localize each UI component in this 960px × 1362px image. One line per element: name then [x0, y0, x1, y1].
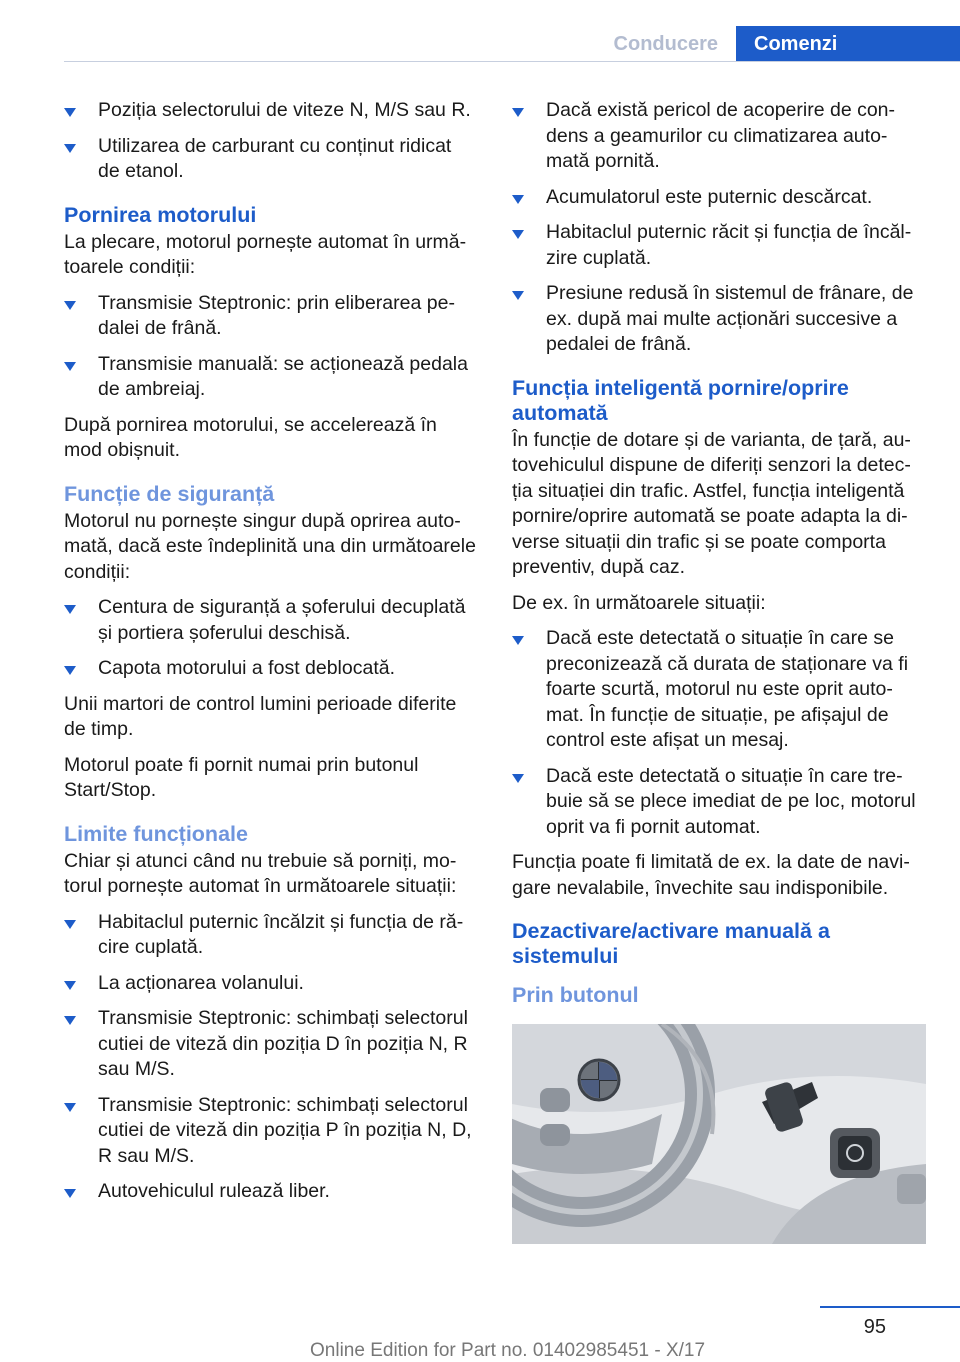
list-item: Dacă există pericol de acoperire de condens a geamurilor cu climatizarea automată pornită. — [512, 98, 924, 175]
list-item: Dacă este detectată o situație în care trebuie să se plece imediat de pe loc, motorul oprit va fi pornit automat. — [512, 764, 924, 841]
limite-list — [64, 910, 476, 1205]
paragraph: La plecare, motorul pornește automat în următoarele condiții: — [64, 230, 467, 278]
inteligenta-list — [512, 626, 924, 840]
list-item: Transmisie Steptronic: schimbați selectorul cutiei de viteză din poziția D în poziția N, R sau M/S. — [64, 1006, 476, 1083]
section-heading-inteligenta: Funcția inteligentă pornire/oprire automată — [512, 375, 849, 425]
bullet-triangle-icon — [64, 1189, 76, 1198]
paragraph: Funcția poate fi limitată de ex. la date de navigare nevalabile, învechite sau indisponibile. — [512, 851, 910, 899]
left-column — [64, 98, 476, 1215]
bullet-triangle-icon — [64, 981, 76, 990]
pornire-list — [64, 291, 476, 403]
bullet-triangle-icon — [64, 666, 76, 675]
header-active-tab: Comenzi — [736, 26, 960, 62]
header-section-tab: Conducere — [613, 33, 718, 55]
list-item: Acumulatorul este puternic descărcat. — [512, 185, 924, 211]
bullet-triangle-icon — [64, 108, 76, 117]
bullet-triangle-icon — [64, 1016, 76, 1025]
list-item: Presiune redusă în sistemul de frânare, de ex. după mai multe acționări succesive a pedalei de frână. — [512, 281, 924, 358]
list-item: La acționarea volanului. — [64, 971, 476, 997]
section-heading-siguranta: Funcție de siguranță — [64, 481, 275, 506]
right-column — [512, 98, 924, 1244]
list-item: Habitaclul puternic răcit și funcția de încălzire cuplată. — [512, 220, 924, 271]
bullet-triangle-icon — [512, 636, 524, 645]
footer-divider — [820, 1306, 960, 1308]
subheading-prin-butonul: Prin butonul — [512, 983, 639, 1007]
paragraph: Motorul poate fi pornit numai prin butonul Start/Stop. — [64, 753, 419, 801]
bullet-triangle-icon — [64, 605, 76, 614]
bullet-triangle-icon — [64, 362, 76, 371]
list-item: Habitaclul puternic încălzit și funcția de răcire cuplată. — [64, 910, 476, 961]
section-heading-pornire: Pornirea motorului — [64, 202, 257, 227]
bullet-triangle-icon — [512, 291, 524, 300]
bullet-triangle-icon — [512, 108, 524, 117]
list-item: Capota motorului a fost deblocată. — [64, 656, 476, 682]
paragraph: De ex. în următoarele situații: — [512, 591, 766, 614]
siguranta-list — [64, 595, 476, 682]
bullet-triangle-icon — [512, 195, 524, 204]
limite-continued-list — [512, 98, 924, 358]
list-item: Dacă este detectată o situație în care se preconizează că durata de staționare va fi foarte scurtă, motorul nu este oprit automat. În funcție de situație, pe afișajul de control este afișat un mesaj. — [512, 626, 924, 754]
steering-wheel-illustration — [512, 1024, 926, 1244]
edition-footer: Online Edition for Part no. 01402985451 - X/17 — [310, 1340, 706, 1361]
list-item: Utilizarea de carburant cu conținut ridicat de etanol. — [64, 134, 476, 185]
list-item: Transmisie Steptronic: prin eliberarea pedalei de frână. — [64, 291, 476, 342]
bullet-triangle-icon — [512, 774, 524, 783]
steering-wheel-photo — [512, 1024, 926, 1244]
list-item: Poziția selectorului de viteze N, M/S sau R. — [64, 98, 476, 124]
paragraph: Motorul nu pornește singur după oprirea automată, dacă este îndeplinită una din următoarele condiții: — [64, 509, 476, 583]
paragraph: În funcție de dotare și de varianta, de țară, autovehiculul dispune de diferiți senzori la detecția situației din trafic. Astfel, funcția inteligentă pornire/oprire automată se poate adapta la diverse situații din trafic și se poate comporta preventiv, după caz. — [512, 428, 911, 578]
section-heading-dezactivare: Dezactivare/activare manuală a sistemului — [512, 919, 830, 968]
bullet-triangle-icon — [64, 301, 76, 310]
bullet-triangle-icon — [512, 230, 524, 239]
bullet-triangle-icon — [64, 144, 76, 153]
header-divider — [64, 61, 960, 62]
bullet-triangle-icon — [64, 920, 76, 929]
paragraph: Chiar și atunci când nu trebuie să porniți, motorul pornește automat în următoarele situații: — [64, 849, 457, 897]
paragraph: Unii martori de control lumini perioade diferite de timp. — [64, 692, 457, 740]
paragraph: După pornirea motorului, se accelerează în mod obișnuit. — [64, 413, 437, 461]
page-number: 95 — [863, 1316, 886, 1338]
list-item: Centura de siguranță a șoferului decuplată și portiera șoferului deschisă. — [64, 595, 476, 646]
list-item: Transmisie manuală: se acționează pedala de ambreiaj. — [64, 352, 476, 403]
intro-list — [64, 98, 476, 185]
section-heading-limite: Limite funcționale — [64, 821, 248, 846]
bullet-triangle-icon — [64, 1103, 76, 1112]
list-item: Autovehiculul rulează liber. — [64, 1179, 476, 1205]
list-item: Transmisie Steptronic: schimbați selectorul cutiei de viteză din poziția P în poziția N, D, R sau M/S. — [64, 1093, 476, 1170]
